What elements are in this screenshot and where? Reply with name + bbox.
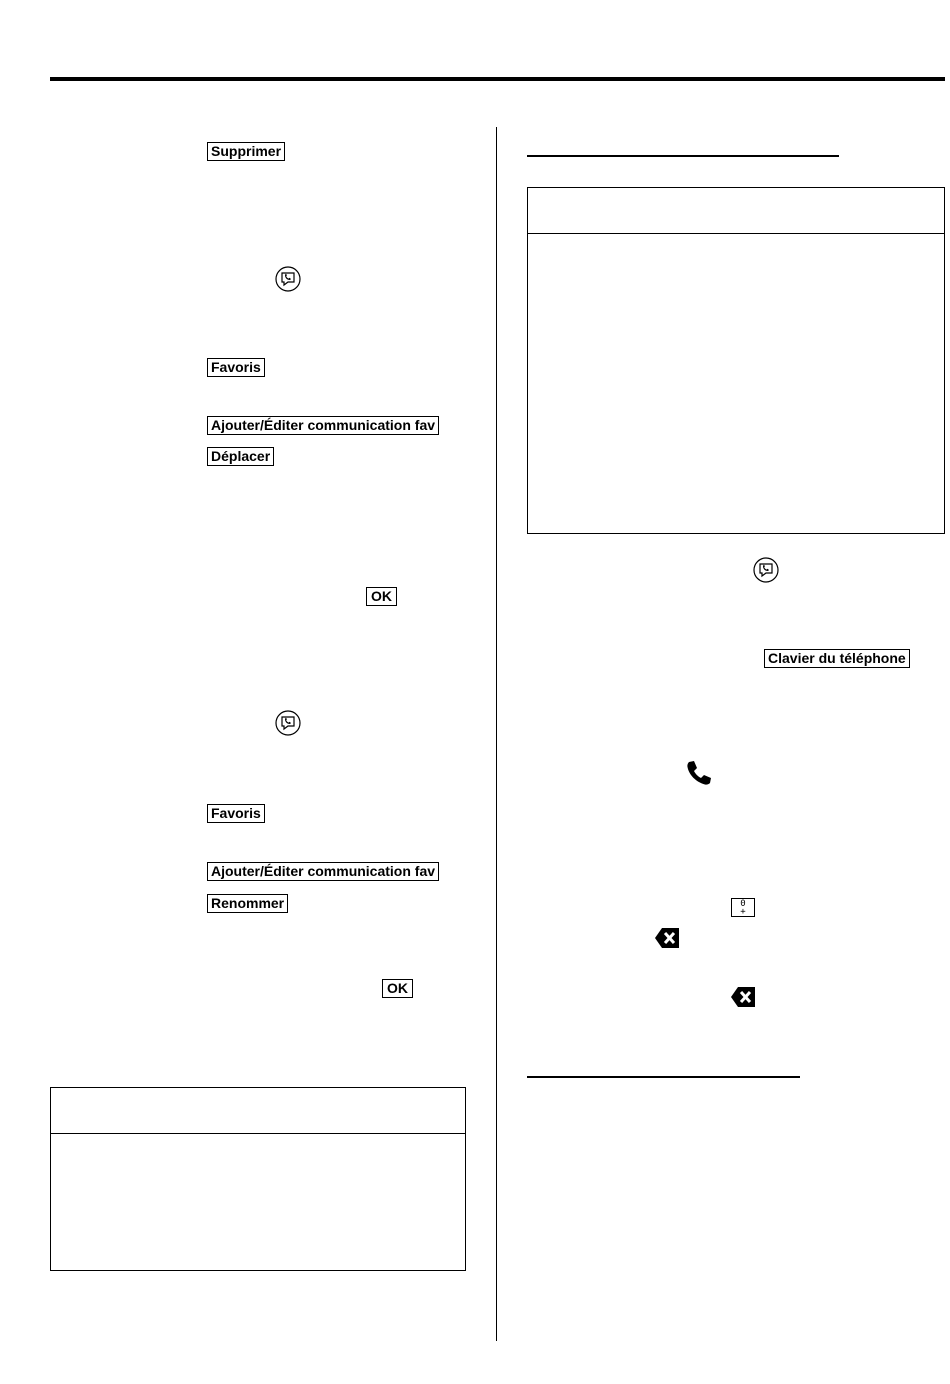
backspace-icon (730, 986, 756, 1008)
zero-plus-key: 0 + (731, 898, 755, 917)
favoris-key: Favoris (207, 804, 265, 823)
renommer-key: Renommer (207, 894, 288, 913)
phone-chat-icon (752, 556, 780, 584)
add-edit-favourite-key: Ajouter/Éditer communication fav (207, 862, 439, 881)
ok-key: OK (366, 587, 397, 606)
backspace-icon (654, 927, 680, 949)
section-heading-rule (527, 155, 839, 157)
info-box (527, 187, 945, 534)
handset-icon (683, 758, 713, 788)
deplacer-key: Déplacer (207, 447, 274, 466)
section-heading-rule (527, 1076, 800, 1078)
supprimer-key: Supprimer (207, 142, 285, 161)
clavier-du-telephone-key: Clavier du téléphone (764, 649, 910, 668)
note-box-header (51, 1088, 465, 1134)
page-header-rule (50, 77, 945, 81)
phone-chat-icon (274, 265, 302, 293)
column-divider (496, 127, 497, 1341)
add-edit-favourite-key: Ajouter/Éditer communication fav (207, 416, 439, 435)
favoris-key: Favoris (207, 358, 265, 377)
phone-chat-icon (274, 709, 302, 737)
note-box (50, 1087, 466, 1271)
ok-key: OK (382, 979, 413, 998)
info-box-header (528, 188, 944, 234)
